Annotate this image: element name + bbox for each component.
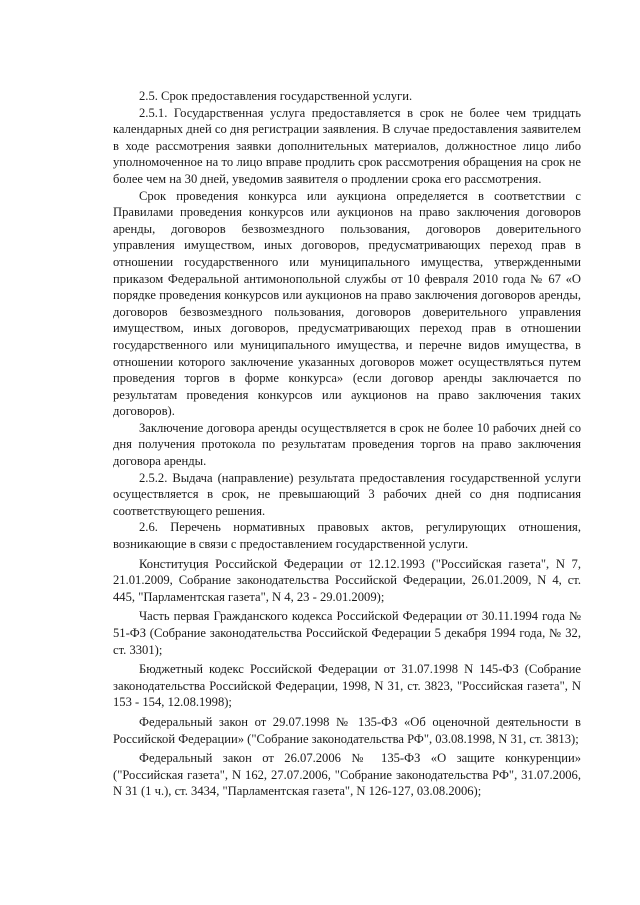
paragraph-lease-conclusion: Заключение договора аренды осуществляется в срок не более 10 рабочих дней со дня получения протокола по результатам проведения торгов на право заключения договора аренды. [113,420,581,469]
legal-act-constitution: Конституция Российской Федерации от 12.12.1993 ("Российская газета", N 7, 21.01.2009, Собрание законодательства Российской Федерации, 26.01.2009, N 4, ст. 445, "Парламентская газета", N 4, 23 - 29.01.2009); [113,556,581,604]
section-2-5-heading: 2.5. Срок предоставления государственной услуги. [139,89,413,103]
document-page [113,88,581,800]
paragraph-tender-terms: Срок проведения конкурса или аукциона определяется в соответствии с Правилами проведения конкурсов или аукционов на право заключения договоров аренды, договоров безвозмездного пользования, договоров доверительного управления имуществом, иных договоров, предусматривающих переход прав в отношении государственного или муниципального имущества, утвержденными приказом Федеральной антимонопольной службы от 10 февраля 2010 года № 67 «О порядке проведения конкурсов или аукционов на право заключения договоров аренды, договоров безвозмездного пользования, договоров доверительного управления имуществом, иных договоров, предусматривающих переход прав в отношении государственного или муниципального имущества, и перечне видов имущества, в отношении которого заключение указанных договоров может осуществляться путем проведения торгов в форме конкурса» (если договор аренды заключается по результатам проведения конкурсов или аукционов на право заключения таких договоров). [113,188,581,419]
legal-act-civil-code: Часть первая Гражданского кодекса Российской Федерации от 30.11.1994 года № 51-ФЗ (Собрание законодательства Российской Федерации 5 декабря 1994 года, № 32, ст. 3301); [113,609,581,657]
legal-act-budget-code: Бюджетный кодекс Российской Федерации от 31.07.1998 N 145-ФЗ (Собрание законодательства Российской Федерации, 1998, N 31, ст. 3823, "Российская газета", N 153 - 154, 12.08.1998); [113,662,581,710]
paragraph-2-5-1: 2.5.1. Государственная услуга предоставляется в срок не более чем тридцать календарных дней со дня регистрации заявления. В случае предоставления заявителем в ходе рассмотрения заявки дополнительных материалов, должностное лицо либо уполномоченное на то лицо вправе продлить срок рассмотрения обращения на срок не более чем на 30 дней, уведомив заявителя о продлении срока его рассмотрения. [113,105,581,186]
section-2-6-heading: 2.6. Перечень нормативных правовых актов, регулирующих отношения, возникающие в связи с предоставлением государственной услуги. [113,520,581,552]
legal-act-valuation-law: Федеральный закон от 29.07.1998 № 135-ФЗ «Об оценочной деятельности в Российской Федерации» ("Собрание законодательства РФ", 03.08.1998, N 31, ст. 3813); [113,714,581,746]
paragraph-2-5-2: 2.5.2. Выдача (направление) результата предоставления государственной услуги осуществляется в срок, не превышающий 3 рабочих дней со дня подписания соответствующего решения. [113,470,581,518]
legal-act-competition-law: Федеральный закон от 26.07.2006 № 135-ФЗ «О защите конкуренции» ("Российская газета", N 162, 27.07.2006, "Собрание законодательства РФ", 31.07.2006, N 31 (1 ч.), ст. 3434, "Парламентская газета", N 126-127, 03.08.2006); [113,751,581,799]
